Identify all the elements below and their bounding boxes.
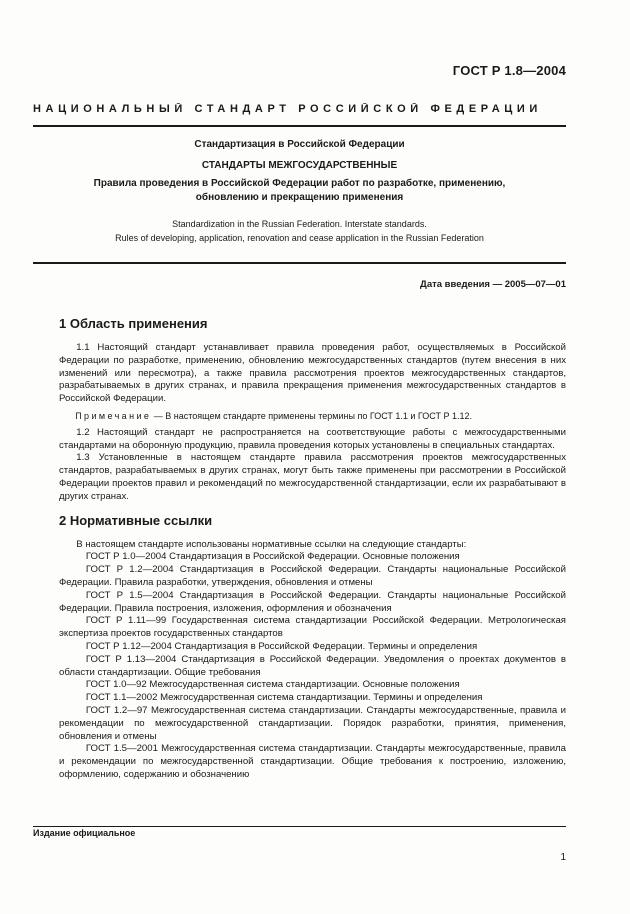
subtitle (33, 177, 566, 205)
reference-item: ГОСТ Р 1.0—2004 Стандартизация в Российской Федерации. Основные положения (85, 551, 460, 563)
subtitle-line-1: Правила проведения в Российской Федерации работ по разработке, применению, (93, 178, 506, 189)
title-block (33, 138, 566, 245)
reference-item: ГОСТ Р 1.13—2004 Стандартизация в Российской Федерации. Уведомления о проектах документов в области стандартизации. Общие требования (59, 653, 566, 678)
footer-rule (33, 826, 566, 827)
references-intro: В настоящем стандарте использованы нормативные ссылки на следующие стандарты: (76, 538, 467, 550)
reference-item: ГОСТ 1.0—92 Межгосударственная система стандартизации. Основные положения (85, 679, 460, 691)
document-body (59, 315, 566, 782)
paragraph-1-3: 1.3 Установленные в настоящем стандарте правила рассмотрения проектов межгосударственных стандартов, разрабатываемых в других странах, могут быть также применены при рассмотрении в Российской Федерации проектов правил и рекомендаций по межгосударственной стандартизации, если их разрабатывают в других странах. (59, 452, 566, 502)
reference-item: ГОСТ Р 1.12—2004 Стандартизация в Российской Федерации. Термины и определения (85, 640, 478, 652)
note-text: — В настоящем стандарте применены термины по ГОСТ 1.1 и ГОСТ Р 1.12. (151, 410, 473, 421)
section-2-heading: 2 Нормативные ссылки (59, 512, 213, 528)
edition-label: Издание официальное (33, 828, 136, 838)
national-standard-banner: НАЦИОНАЛЬНЫЙ СТАНДАРТ РОССИЙСКОЙ ФЕДЕРАЦИИ (33, 103, 542, 115)
english-title (33, 217, 566, 245)
reference-list (59, 551, 566, 781)
paragraph-1-1: 1.1 Настоящий стандарт устанавливает правила проведения работ, осуществляемых в Российской Федерации по разработке, применению, обновлению межгосударственных стандартов (путем внесения в них изменений или пересмотра), а также правила рассмотрения проектов межгосударственных стандартов, разрабатываемых в других странах, и правила прекращения применения межгосударственных стандартов в Российской Федерации. (59, 342, 566, 405)
reference-item: ГОСТ Р 1.11—99 Государственная система стандартизации Российской Федерации. Метрологическая экспертиза проектов государственных стандартов (59, 615, 566, 640)
subtitle-line-2: обновлению и прекращению применения (195, 192, 404, 203)
main-title: СТАНДАРТЫ МЕЖГОСУДАРСТВЕННЫЕ (201, 160, 398, 171)
reference-item: ГОСТ 1.5—2001 Межгосударственная система стандартизации. Стандарты межгосударственные, правила и рекомендации по межгосударственной стандартизации. Общие требования к построению, изложению, оформлению, содержанию и обозначению (59, 743, 566, 780)
title-rule (33, 262, 566, 264)
reference-item: ГОСТ 1.1—2002 Межгосударственная система стандартизации. Термины и определения (85, 692, 483, 704)
document-code: ГОСТ Р 1.8—2004 (452, 63, 566, 78)
note-label: Примечание (75, 410, 152, 421)
section-1-heading: 1 Область применения (59, 316, 208, 331)
reference-item: ГОСТ Р 1.5—2004 Стандартизация в Российской Федерации. Стандарты национальные Российской Федерации. Правила построения, изложения, оформления и обозначения (59, 589, 566, 614)
english-title-line-2: Rules of developing, application, renovation and cease application in the Russian Federation (115, 233, 484, 243)
series-title: Стандартизация в Российской Федерации (194, 139, 405, 150)
reference-item: ГОСТ Р 1.2—2004 Стандартизация в Российской Федерации. Стандарты национальные Российской Федерации. Правила разработки, утверждения, обновления и отмены (59, 564, 566, 588)
page-number: 1 (560, 852, 566, 863)
note (59, 410, 566, 423)
header-rule (33, 125, 566, 127)
paragraph-1-2: 1.2 Настоящий стандарт не распространяется на соответствующие работы с межгосударственными стандартами на оборонную продукцию, правила проведения которых установлены в специальных стандартах. (59, 426, 566, 451)
english-title-line-1: Standardization in the Russian Federation. Interstate standards. (172, 219, 427, 229)
reference-item: ГОСТ 1.2—97 Межгосударственная система стандартизации. Стандарты межгосударственные, правила и рекомендации по межгосударственной стандартизации. Порядок разработки, принятия, применения, обновления и отмены (59, 704, 566, 742)
introduction-date: Дата введения — 2005—07—01 (420, 279, 566, 290)
